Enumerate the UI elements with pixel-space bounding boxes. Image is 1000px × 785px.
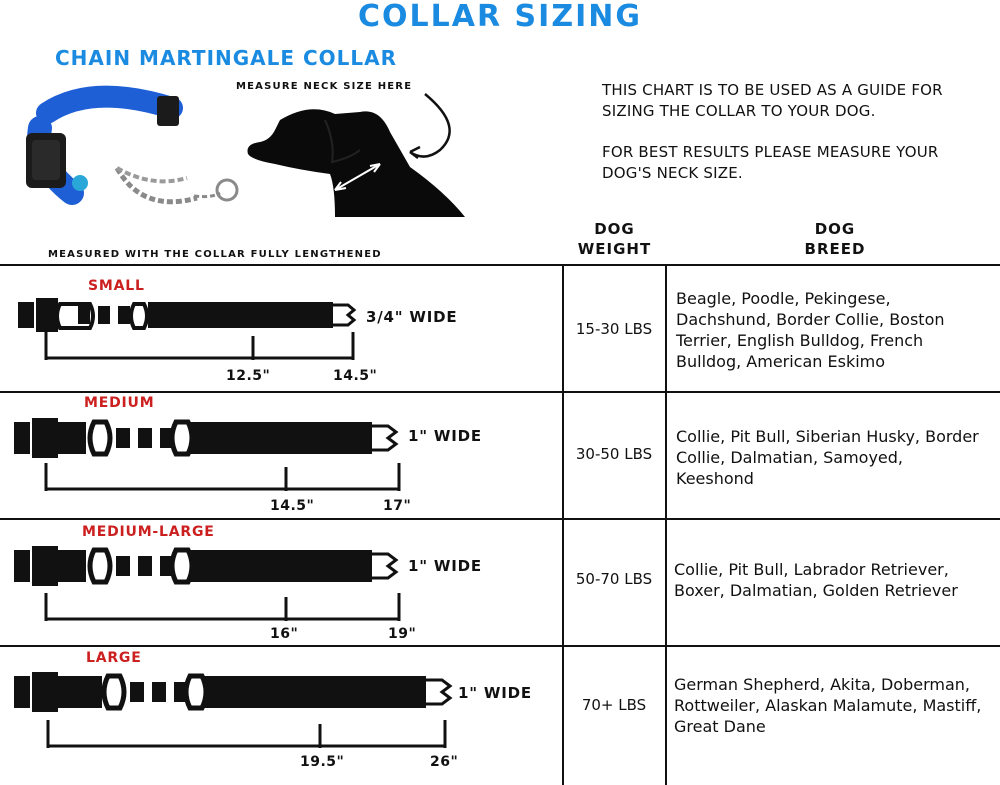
breed-column-header <box>760 219 910 259</box>
max-length-label: 26" <box>430 754 459 770</box>
collar-diagram <box>18 296 358 336</box>
width-label: 1" WIDE <box>408 557 482 575</box>
collar-diagram <box>14 414 404 462</box>
width-label: 1" WIDE <box>458 684 532 702</box>
width-label: 3/4" WIDE <box>366 308 458 326</box>
width-label: 1" WIDE <box>408 427 482 445</box>
max-length-label: 14.5" <box>333 368 378 384</box>
collar-diagram <box>14 542 404 590</box>
measure-text: FOR BEST RESULTS PLEASE MEASURE YOUR DOG'S NECK SIZE. <box>602 143 939 182</box>
size-name: MEDIUM-LARGE <box>82 524 215 540</box>
table-divider <box>0 645 1000 647</box>
measure-ruler <box>44 463 404 495</box>
measure-ruler <box>44 332 359 364</box>
dog-weight: 70+ LBS <box>581 696 647 714</box>
min-length-label: 19.5" <box>300 754 345 770</box>
dog-weight: 15-30 LBS <box>575 320 653 338</box>
breed-list: Collie, Pit Bull, Siberian Husky, Border Collie, Dalmatian, Samoyed, Keeshond <box>676 427 979 488</box>
dog-weight: 50-70 LBS <box>575 570 653 588</box>
table-column-divider <box>665 264 667 785</box>
weight-column-header <box>562 219 667 259</box>
collar-diagram <box>14 668 464 716</box>
measure-neck-label: MEASURE NECK SIZE HERE <box>236 81 413 92</box>
product-subtitle: CHAIN MARTINGALE COLLAR <box>55 46 398 70</box>
size-name: LARGE <box>86 650 142 666</box>
dog-weight: 30-50 LBS <box>575 445 653 463</box>
size-name: MEDIUM <box>84 395 155 411</box>
min-length-label: 14.5" <box>270 498 315 514</box>
table-divider <box>0 391 1000 393</box>
lengthened-note: MEASURED WITH THE COLLAR FULLY LENGTHENED <box>48 249 382 260</box>
breed-header-line1: DOG <box>814 220 856 238</box>
collar-product-image <box>22 78 222 218</box>
breed-header-line2: BREED <box>804 240 866 258</box>
weight-header-line2: WEIGHT <box>577 240 652 258</box>
breed-list: German Shepherd, Akita, Doberman, Rottweiler, Alaskan Malamute, Mastiff, Great Dane <box>674 675 982 736</box>
guide-text: THIS CHART IS TO BE USED AS A GUIDE FOR SIZING THE COLLAR TO YOUR DOG. <box>602 81 943 120</box>
breed-list: Beagle, Poodle, Pekingese, Dachshund, Border Collie, Boston Terrier, English Bulldog, French Bulldog, American Eskimo <box>676 289 945 371</box>
max-length-label: 19" <box>388 626 417 642</box>
table-divider <box>0 264 1000 266</box>
size-name: SMALL <box>88 278 145 294</box>
dog-silhouette-image <box>240 92 470 222</box>
table-divider <box>0 518 1000 520</box>
page-title: COLLAR SIZING <box>358 0 642 34</box>
max-length-label: 17" <box>383 498 412 514</box>
measure-ruler <box>46 720 456 752</box>
measure-ruler <box>44 593 404 625</box>
breed-list: Collie, Pit Bull, Labrador Retriever, Boxer, Dalmatian, Golden Retriever <box>674 560 958 600</box>
weight-header-line1: DOG <box>594 220 635 238</box>
min-length-label: 16" <box>270 626 299 642</box>
min-length-label: 12.5" <box>226 368 271 384</box>
